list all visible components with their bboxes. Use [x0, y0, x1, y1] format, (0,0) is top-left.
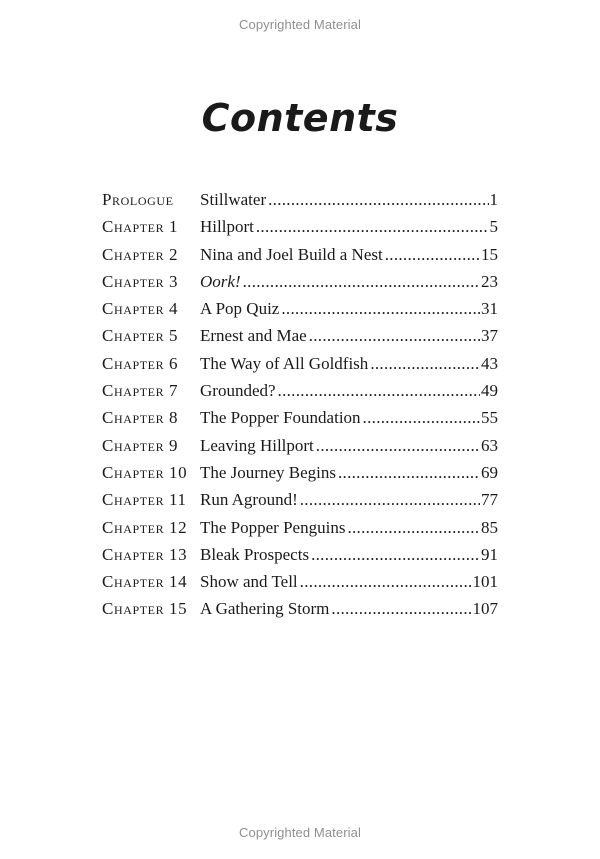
toc-chapter-title: Leaving Hillport — [200, 435, 314, 455]
toc-chapter-title: Ernest and Mae — [200, 326, 307, 346]
toc-dot-leader — [309, 322, 480, 349]
toc-title-wrap — [200, 350, 481, 377]
toc-dot-leader — [363, 404, 480, 431]
toc-chapter-label: Chapter 7 — [102, 381, 179, 401]
toc-chapter-label: Chapter 15 — [102, 599, 188, 619]
toc-title-wrap — [200, 568, 473, 595]
toc-entry — [102, 268, 498, 295]
toc-chapter-label: Chapter 10 — [102, 462, 188, 482]
toc-entry — [102, 595, 498, 622]
toc-chapter-label: Chapter 11 — [102, 490, 187, 510]
toc-title-wrap — [200, 432, 481, 459]
toc-dot-leader — [338, 459, 480, 486]
toc-chapter-label: Chapter 12 — [102, 517, 188, 537]
toc-entry — [102, 241, 498, 268]
toc-chapter-title: Oork! — [200, 271, 241, 291]
toc-dot-leader — [278, 377, 480, 404]
toc-page-number: 49 — [481, 381, 498, 401]
toc-page-number: 23 — [481, 271, 498, 291]
toc-dot-leader — [281, 295, 480, 322]
watermark-top: Copyrighted Material — [239, 17, 361, 32]
toc-chapter-title: Run Aground! — [200, 490, 298, 510]
toc-dot-leader — [256, 213, 489, 240]
toc-title-wrap — [200, 268, 481, 295]
toc-chapter-title: Hillport — [200, 217, 254, 237]
toc-page-number: 107 — [472, 599, 498, 619]
toc-title-wrap — [200, 186, 490, 213]
toc-chapter-title: Grounded? — [200, 381, 276, 401]
toc-dot-leader — [268, 186, 488, 213]
toc-chapter-title: The Popper Foundation — [200, 408, 361, 428]
toc-page-number: 85 — [481, 517, 498, 537]
toc-title-wrap — [200, 377, 481, 404]
toc-chapter-label: Chapter 2 — [102, 244, 179, 264]
toc-chapter-title: Bleak Prospects — [200, 544, 310, 564]
toc-entry — [102, 568, 498, 595]
toc-entry — [102, 486, 498, 513]
toc-chapter-label: Chapter 3 — [102, 271, 179, 291]
toc-dot-leader — [331, 595, 471, 622]
toc-page-number: 69 — [481, 462, 498, 482]
toc-title-wrap — [200, 404, 481, 431]
toc-page-number: 101 — [472, 572, 498, 592]
toc-chapter-title: Show and Tell — [200, 572, 298, 592]
toc-dot-leader — [300, 568, 472, 595]
toc-page-number: 31 — [481, 299, 498, 319]
toc-entry — [102, 541, 498, 568]
toc-chapter-label: Chapter 9 — [102, 435, 179, 455]
toc-entry — [102, 213, 498, 240]
toc-page-number: 91 — [481, 544, 498, 564]
toc-chapter-label: Chapter 14 — [102, 572, 188, 592]
toc-chapter-title: Nina and Joel Build a Nest — [200, 244, 383, 264]
toc-chapter-label: Chapter 13 — [102, 544, 188, 564]
toc-chapter-label: Chapter 1 — [102, 217, 179, 237]
toc-page-number: 43 — [481, 353, 498, 373]
toc-page-number: 63 — [481, 435, 498, 455]
toc-chapter-title: The Popper Penguins — [200, 517, 346, 537]
page-title: Contents — [201, 96, 399, 140]
toc-title-wrap — [200, 213, 490, 240]
toc-entry — [102, 186, 498, 213]
toc-chapter-title: The Journey Begins — [200, 462, 336, 482]
toc-entry — [102, 404, 498, 431]
toc-entry — [102, 350, 498, 377]
toc-chapter-title: A Gathering Storm — [200, 599, 330, 619]
toc-entry — [102, 459, 498, 486]
toc-title-wrap — [200, 295, 481, 322]
toc-title-wrap — [200, 322, 481, 349]
toc-dot-leader — [347, 514, 480, 541]
toc-page-number: 1 — [489, 190, 498, 209]
toc-chapter-label: Prologue — [102, 190, 174, 209]
toc-chapter-title: A Pop Quiz — [200, 299, 280, 319]
watermark-bottom: Copyrighted Material — [239, 825, 361, 840]
toc-chapter-title: The Way of All Goldfish — [200, 353, 369, 373]
toc-page-number: 37 — [481, 326, 498, 346]
toc-dot-leader — [316, 432, 480, 459]
toc-chapter-label: Chapter 6 — [102, 353, 179, 373]
toc-dot-leader — [385, 241, 480, 268]
toc-dot-leader — [243, 268, 480, 295]
toc-title-wrap — [200, 486, 481, 513]
toc-entry — [102, 322, 498, 349]
toc-entry — [102, 295, 498, 322]
toc-dot-leader — [311, 541, 480, 568]
toc-chapter-label: Chapter 8 — [102, 408, 179, 428]
toc-page-number: 55 — [481, 408, 498, 428]
toc-page-number: 15 — [481, 244, 498, 264]
toc-chapter-label: Chapter 5 — [102, 326, 179, 346]
toc-page-number: 5 — [489, 217, 498, 237]
toc-chapter-label: Chapter 4 — [102, 299, 179, 319]
toc-entry — [102, 432, 498, 459]
toc-title-wrap — [200, 514, 481, 541]
table-of-contents — [102, 186, 498, 623]
toc-page-number: 77 — [481, 490, 498, 510]
toc-dot-leader — [370, 350, 480, 377]
toc-dot-leader — [300, 486, 480, 513]
toc-title-wrap — [200, 595, 473, 622]
toc-entry — [102, 514, 498, 541]
toc-title-wrap — [200, 459, 481, 486]
toc-title-wrap — [200, 241, 481, 268]
toc-chapter-title: Stillwater — [200, 190, 267, 209]
toc-title-wrap — [200, 541, 481, 568]
toc-entry — [102, 377, 498, 404]
